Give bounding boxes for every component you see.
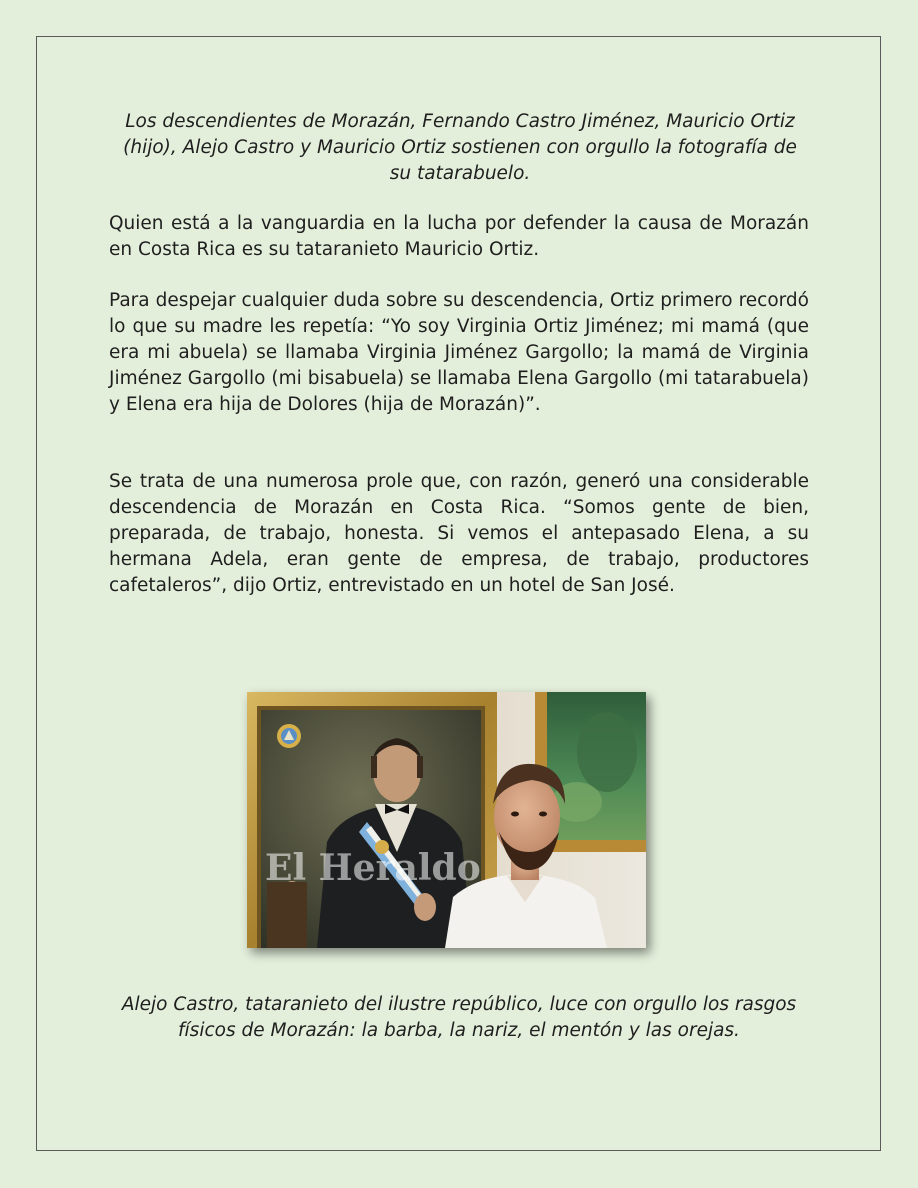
paragraph-descendencia: Para despejar cualquier duda sobre su descendencia, Ortiz primero recordó lo que su madre les repetía: “Yo soy Virginia Ortiz Jiménez; mi mamá (que era mi abuela) se llamaba Virginia Jiménez Gargollo; la mamá de Virginia Jiménez Gargollo (mi bisabuela) se llamaba Elena Gargollo (mi tatarabuela) y Elena era hija de Dolores (hija de Morazán)”. <box>109 290 809 415</box>
paragraph-vanguardia: Quien está a la vanguardia en la lucha por defender la causa de Morazán en Costa Rica es su tataranieto Mauricio Ortiz. <box>109 213 809 260</box>
top-photo-caption: Los descendientes de Morazán, Fernando Castro Jiménez, Mauricio Ortiz (hijo), Alejo Castro y Mauricio Ortiz sostienen con orgullo la fotografía de su tatarabuelo. <box>123 111 797 184</box>
photo-watermark: El Heraldo <box>265 847 481 889</box>
paragraph-prole: Se trata de una numerosa prole que, con razón, generó una considerable descendencia de Morazán en Costa Rica. “Somos gente de bien, preparada, de trabajo, honesta. Si vemos el antepasado Elena, a su hermana Adela, eran gente de empresa, de trabajo, productores cafetaleros”, dijo Ortiz, entrevistado en un hotel de San José. <box>109 471 809 596</box>
portrait-photo <box>247 692 646 948</box>
bottom-photo-caption: Alejo Castro, tataranieto del ilustre repúblico, luce con orgullo los rasgos físicos de Morazán: la barba, la nariz, el mentón y las orejas. <box>121 994 797 1041</box>
